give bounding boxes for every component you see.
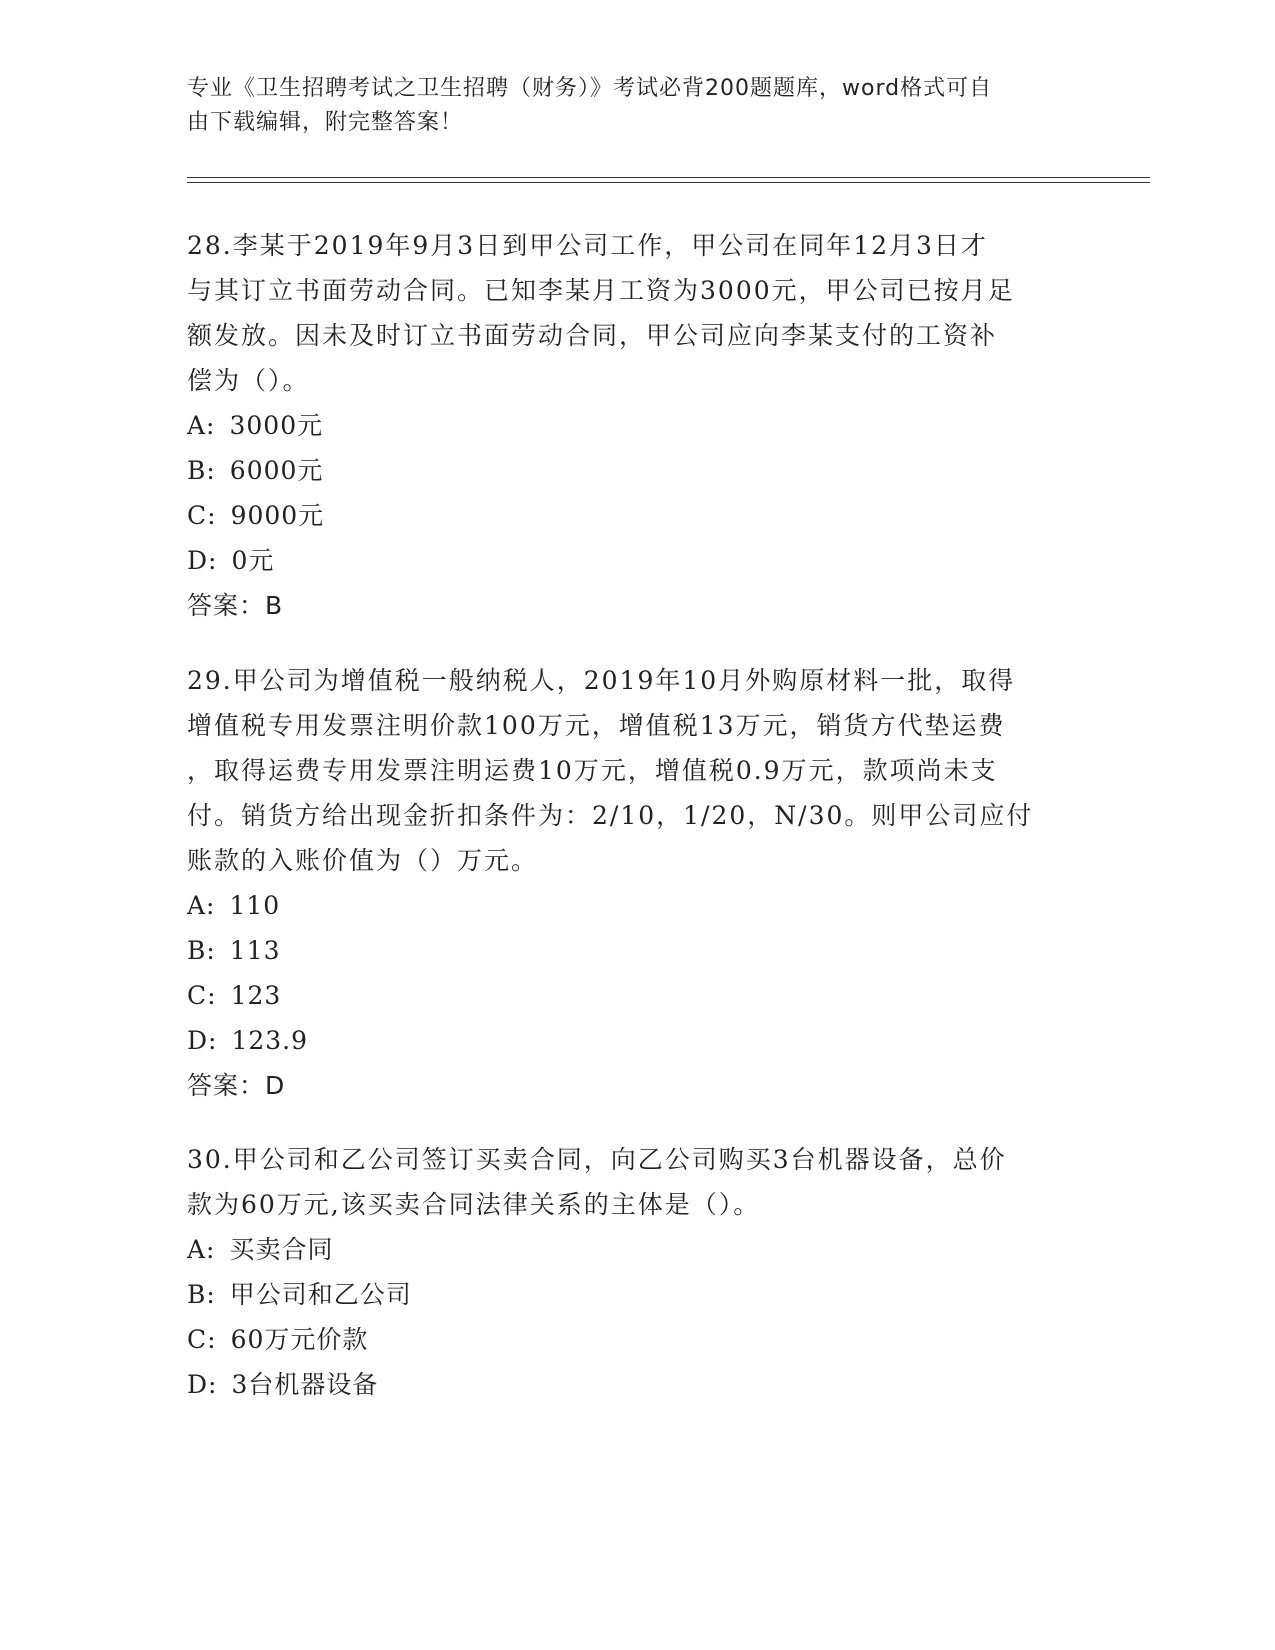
option-key: D: <box>187 1026 218 1055</box>
header-divider-bottom <box>187 182 1150 183</box>
option-text: 60万元价款 <box>230 1325 369 1354</box>
question-stem-line: ，取得运费专用发票注明运费10万元，增值税0.9万元，款项尚未支 <box>187 756 998 785</box>
option-c <box>187 1317 1072 1362</box>
option-text: 6000元 <box>229 456 324 485</box>
option-d <box>187 1018 1072 1063</box>
question-stem-line: 付。销货方给出现金折扣条件为：2/10，1/20，N/30。则甲公司应付 <box>187 801 1034 830</box>
question-stem-line: 款为60万元,该买卖合同法律关系的主体是（）。 <box>187 1190 761 1219</box>
option-key: B: <box>187 936 216 965</box>
answer-line: 答案：B <box>187 591 284 620</box>
question-stem-line: 偿为（）。 <box>187 366 310 395</box>
option-key: D: <box>187 546 218 575</box>
option-text: 3台机器设备 <box>231 1370 379 1399</box>
option-d <box>187 1362 1072 1407</box>
option-b <box>187 448 1072 493</box>
option-b <box>187 928 1072 973</box>
option-text: 3000元 <box>229 411 324 440</box>
option-text: 买卖合同 <box>229 1235 334 1264</box>
question-stem-line: 账款的入账价值为（）万元。 <box>187 846 539 875</box>
document-header <box>187 72 1067 140</box>
option-c <box>187 493 1072 538</box>
option-a <box>187 883 1072 928</box>
question-stem-line: 28.李某于2019年9月3日到甲公司工作，甲公司在同年12月3日才 <box>187 231 988 260</box>
option-text: 123 <box>230 981 282 1010</box>
option-text: 123.9 <box>231 1026 309 1055</box>
header-line-1: 专业《卫生招聘考试之卫生招聘（财务）》考试必背200题题库，word格式可自 <box>187 76 993 101</box>
question-28 <box>187 223 1072 628</box>
option-text: 甲公司和乙公司 <box>229 1280 412 1309</box>
option-key: B: <box>187 456 216 485</box>
option-key: D: <box>187 1370 218 1399</box>
answer-line: 答案：D <box>187 1071 286 1100</box>
option-key: C: <box>187 501 217 530</box>
question-29 <box>187 658 1072 1108</box>
question-stem-line: 30.甲公司和乙公司签订买卖合同，向乙公司购买3台机器设备，总价 <box>187 1145 1007 1174</box>
option-text: 110 <box>229 891 281 920</box>
option-text: 9000元 <box>230 501 325 530</box>
option-key: A: <box>187 891 216 920</box>
option-d <box>187 538 1072 583</box>
option-text: 113 <box>229 936 281 965</box>
option-a <box>187 403 1072 448</box>
option-a <box>187 1227 1072 1272</box>
option-key: C: <box>187 981 217 1010</box>
question-stem-line: 与其订立书面劳动合同。已知李某月工资为3000元，甲公司已按月足 <box>187 276 1015 305</box>
header-line-2: 由下载编辑，附完整答案！ <box>187 110 464 135</box>
option-key: A: <box>187 1235 216 1264</box>
option-c <box>187 973 1072 1018</box>
option-text: 0元 <box>231 546 275 575</box>
question-stem-line: 额发放。因未及时订立书面劳动合同，甲公司应向李某支付的工资补 <box>187 321 998 350</box>
option-b <box>187 1272 1072 1317</box>
question-stem-line: 增值税专用发票注明价款100万元，增值税13万元，销货方代垫运费 <box>187 711 1006 740</box>
option-key: A: <box>187 411 216 440</box>
option-key: C: <box>187 1325 217 1354</box>
question-stem-line: 29.甲公司为增值税一般纳税人，2019年10月外购原材料一批，取得 <box>187 666 1016 695</box>
question-30 <box>187 1137 1072 1407</box>
header-divider-top <box>187 177 1150 178</box>
option-key: B: <box>187 1280 216 1309</box>
